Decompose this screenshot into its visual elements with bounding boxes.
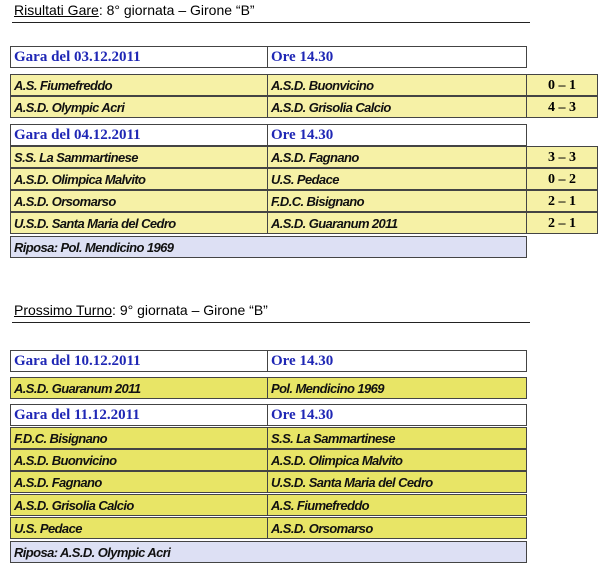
rest-team-label: Riposa: Pol. Mendicino 1969 bbox=[10, 236, 527, 258]
away-team: A.S.D. Buonvicino bbox=[267, 74, 527, 96]
results-title-rest: : 8° giornata – Girone “B” bbox=[98, 2, 255, 18]
away-team: U.S.D. Santa Maria del Cedro bbox=[267, 471, 527, 493]
home-team: A.S.D. Fagnano bbox=[10, 471, 268, 493]
match-score: 0 – 1 bbox=[526, 74, 598, 96]
rest-team-label: Riposa: A.S.D. Olympic Acri bbox=[10, 541, 527, 563]
home-team: F.D.C. Bisignano bbox=[10, 427, 268, 449]
match-date-header: Gara del 04.12.2011 bbox=[10, 124, 268, 146]
away-team: Pol. Mendicino 1969 bbox=[267, 377, 527, 399]
match-time-header: Ore 14.30 bbox=[267, 350, 527, 372]
match-time-header: Ore 14.30 bbox=[267, 124, 527, 146]
match-score: 2 – 1 bbox=[526, 190, 598, 212]
next-section-title bbox=[14, 302, 268, 318]
match-date-header: Gara del 10.12.2011 bbox=[10, 350, 268, 372]
next-divider bbox=[12, 322, 530, 323]
match-score: 0 – 2 bbox=[526, 168, 598, 190]
home-team: U.S. Pedace bbox=[10, 517, 268, 539]
away-team: A.S.D. Grisolia Calcio bbox=[267, 96, 527, 118]
home-team: A.S.D. Olympic Acri bbox=[10, 96, 268, 118]
away-team: A.S.D. Fagnano bbox=[267, 146, 527, 168]
away-team: A.S.D. Orsomarso bbox=[267, 517, 527, 539]
next-title-rest: : 9° giornata – Girone “B” bbox=[112, 302, 268, 318]
home-team: A.S.D. Grisolia Calcio bbox=[10, 494, 268, 516]
match-score: 2 – 1 bbox=[526, 212, 598, 234]
home-team: A.S.D. Orsomarso bbox=[10, 190, 268, 212]
away-team: F.D.C. Bisignano bbox=[267, 190, 527, 212]
home-team: U.S.D. Santa Maria del Cedro bbox=[10, 212, 268, 234]
home-team: A.S. Fiumefreddo bbox=[10, 74, 268, 96]
match-date-header: Gara del 03.12.2011 bbox=[10, 46, 268, 68]
results-title-main: Risultati Gare bbox=[14, 2, 99, 18]
away-team: A.S.D. Olimpica Malvito bbox=[267, 449, 527, 471]
away-team: A.S. Fiumefreddo bbox=[267, 494, 527, 516]
home-team: A.S.D. Buonvicino bbox=[10, 449, 268, 471]
match-time-header: Ore 14.30 bbox=[267, 404, 527, 426]
match-time-header: Ore 14.30 bbox=[267, 46, 527, 68]
away-team: S.S. La Sammartinese bbox=[267, 427, 527, 449]
match-score: 4 – 3 bbox=[526, 96, 598, 118]
away-team: U.S. Pedace bbox=[267, 168, 527, 190]
away-team: A.S.D. Guaranum 2011 bbox=[267, 212, 527, 234]
next-title-main: Prossimo Turno bbox=[14, 302, 113, 318]
home-team: A.S.D. Guaranum 2011 bbox=[10, 377, 268, 399]
match-score: 3 – 3 bbox=[526, 146, 598, 168]
match-date-header: Gara del 11.12.2011 bbox=[10, 404, 268, 426]
results-divider bbox=[12, 22, 530, 23]
home-team: S.S. La Sammartinese bbox=[10, 146, 268, 168]
results-section-title bbox=[14, 2, 255, 18]
home-team: A.S.D. Olimpica Malvito bbox=[10, 168, 268, 190]
